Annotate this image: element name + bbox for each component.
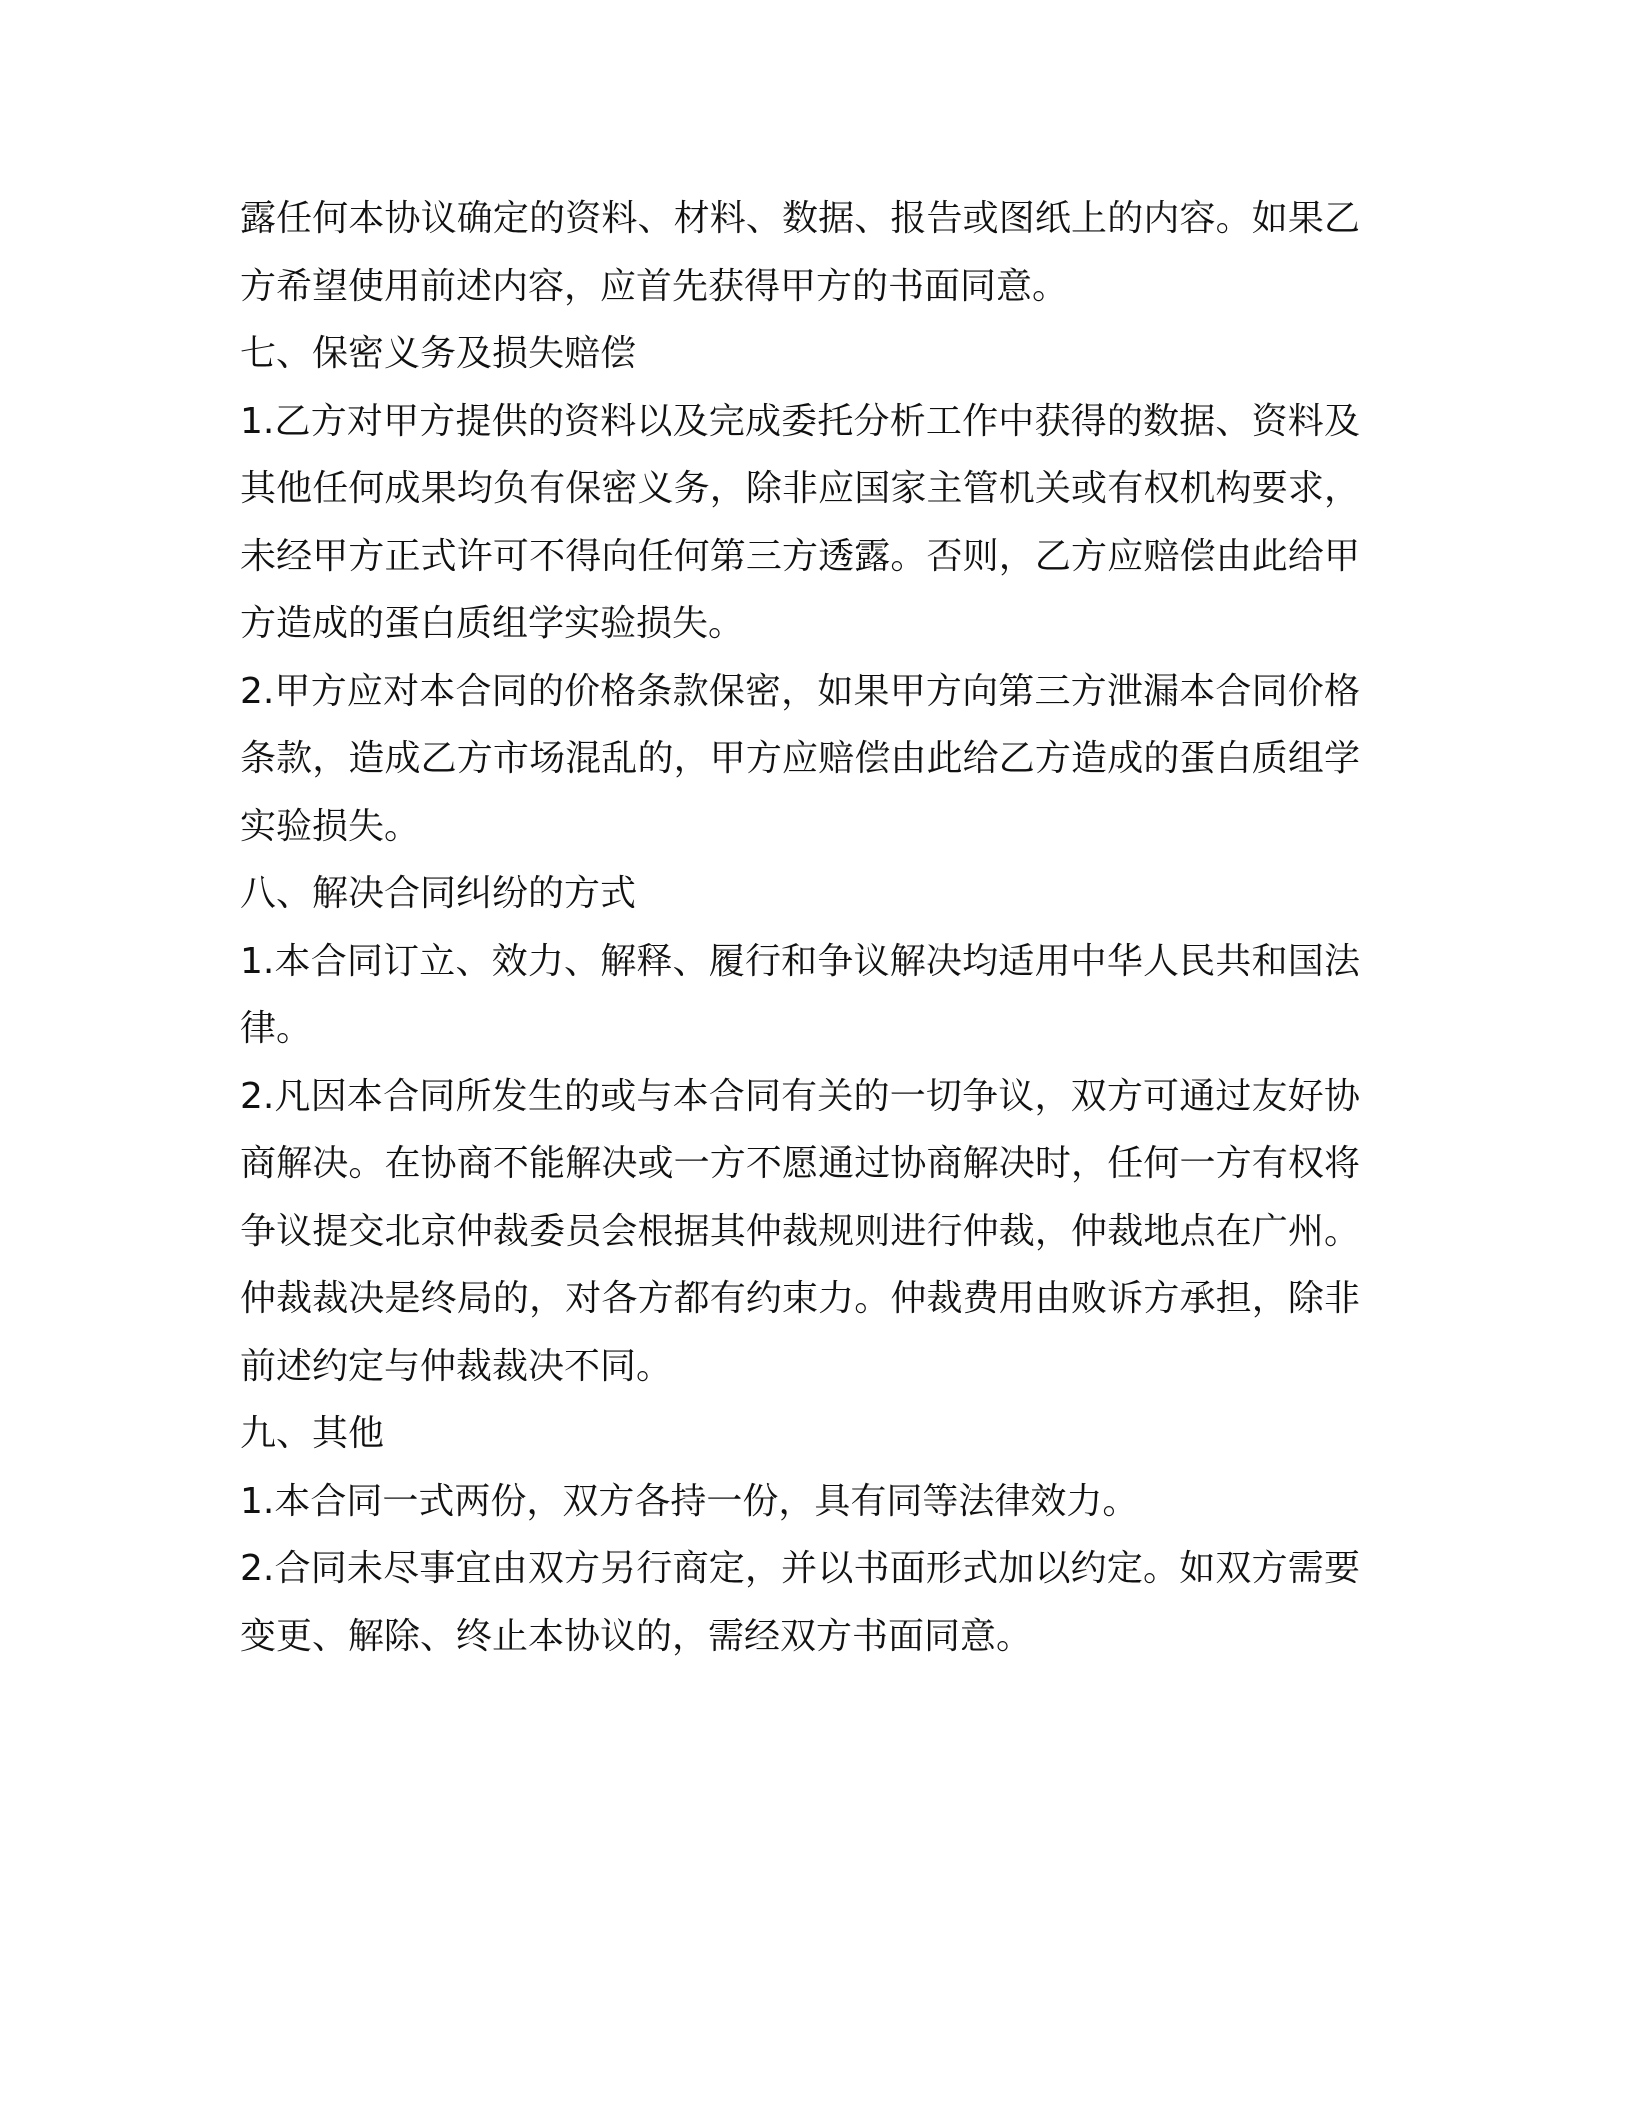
section-7-clause-1: 1.乙方对甲方提供的资料以及完成委托分析工作中获得的数据、资料及其他任何成果均负有保密义务，除非应国家主管机关或有权机构要求，未经甲方正式许可不得向任何第三方透露。否则，乙方应赔偿由此给甲方造成的蛋白质组学实验损失。 xyxy=(240,400,1360,644)
section-8-clause-1: 1.本合同订立、效力、解释、履行和争议解决均适用中华人民共和国法律。 xyxy=(240,940,1360,1049)
section-9-heading: 九、其他 xyxy=(240,1413,385,1454)
section-9-clause-2: 2.合同未尽事宜由双方另行商定，并以书面形式加以约定。如双方需要变更、解除、终止本协议的，需经双方书面同意。 xyxy=(240,1548,1360,1657)
section-8-clause-2: 2.凡因本合同所发生的或与本合同有关的一切争议，双方可通过友好协商解决。在协商不能解决或一方不愿通过协商解决时，任何一方有权将争议提交北京仲裁委员会根据其仲裁规则进行仲裁，仲裁地点在广州。仲裁裁决是终局的，对各方都有约束力。仲裁费用由败诉方承担，除非前述约定与仲裁裁决不同。 xyxy=(240,1075,1360,1387)
para-disclosure-continuation: 露任何本协议确定的资料、材料、数据、报告或图纸上的内容。如果乙方希望使用前述内容，应首先获得甲方的书面同意。 xyxy=(240,198,1360,307)
section-7-heading: 七、保密义务及损失赔偿 xyxy=(240,333,637,374)
section-9-clause-1: 1.本合同一式两份，双方各持一份，具有同等法律效力。 xyxy=(240,1480,1139,1522)
contract-body xyxy=(240,185,1360,1670)
section-7-clause-2: 2.甲方应对本合同的价格条款保密，如果甲方向第三方泄漏本合同价格条款，造成乙方市场混乱的，甲方应赔偿由此给乙方造成的蛋白质组学实验损失。 xyxy=(240,670,1360,847)
section-8-heading: 八、解决合同纠纷的方式 xyxy=(240,873,637,914)
